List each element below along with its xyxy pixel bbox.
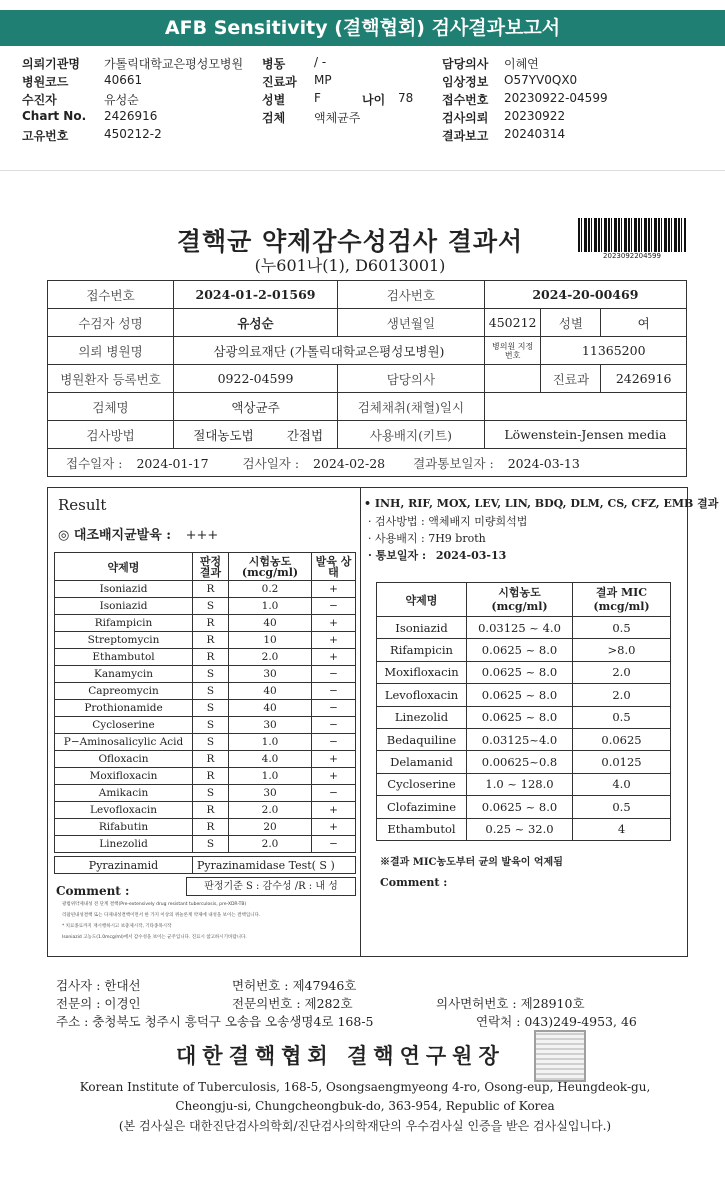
info-value: 이혜연 xyxy=(504,57,539,71)
cell: S xyxy=(193,683,229,700)
cell: 액상균주 xyxy=(174,393,338,421)
cell: R xyxy=(193,819,229,836)
dates-row xyxy=(48,449,687,477)
cell: S xyxy=(193,700,229,717)
info-value: 액체균주 xyxy=(314,111,361,125)
susceptibility-table xyxy=(54,552,356,853)
result-label: Result xyxy=(58,496,107,514)
patient-table xyxy=(47,280,687,477)
comment-label: Comment : xyxy=(56,884,130,898)
cell: Rifampicin xyxy=(55,615,193,632)
info-row xyxy=(0,127,680,145)
cell: + xyxy=(312,632,356,649)
info-key: 담당의사 xyxy=(442,57,489,71)
report-header: AFB Sensitivity (결핵협회) 검사결과보고서 xyxy=(0,10,725,46)
cell: 2.0 xyxy=(229,649,312,666)
receipt-date-label: 접수일자 : xyxy=(66,455,123,471)
cell: − xyxy=(312,785,356,802)
address-kr: 주소 : 충청북도 청주시 흥덕구 오송읍 오송생명4로 168-5 xyxy=(56,1014,374,1029)
cell: 2024-01-2-01569 xyxy=(174,281,338,309)
cell: 사용배지(키트) xyxy=(338,421,485,449)
note-line: 광범위약제내성 전 단계 결핵(Pre-extensively drug resistant tuberculosis, pre-XDR-TB) xyxy=(62,902,247,907)
cell: 여 xyxy=(601,309,687,337)
cell: S xyxy=(193,598,229,615)
cell: 0.0625 ~ 8.0 xyxy=(467,796,573,818)
cell: Rifampicin xyxy=(377,639,467,661)
cell: Capreomycin xyxy=(55,683,193,700)
table-row xyxy=(55,615,356,632)
table-row xyxy=(55,598,356,615)
notify-date-label: 결과통보일자 : xyxy=(413,455,494,471)
cell: Isoniazid xyxy=(55,581,193,598)
results-divider xyxy=(360,487,361,957)
table-row xyxy=(377,684,671,706)
cell: 4.0 xyxy=(229,751,312,768)
col-header: 약제명 xyxy=(377,583,467,617)
info-value: 450212-2 xyxy=(104,127,162,141)
cell: 0.0625 ~ 8.0 xyxy=(467,684,573,706)
cell: Ofloxacin xyxy=(55,751,193,768)
cell xyxy=(484,365,541,393)
info-key: 나이 xyxy=(362,93,386,107)
test-date: 2024-02-28 xyxy=(313,455,386,471)
cell: Clofazimine xyxy=(377,796,467,818)
table-row xyxy=(55,802,356,819)
col-header: 발육 상태 xyxy=(312,553,356,581)
table-row xyxy=(55,632,356,649)
cell: + xyxy=(312,768,356,785)
cell: S xyxy=(193,785,229,802)
info-value: 가톨릭대학교은평성모병원 xyxy=(104,57,244,71)
info-key: Chart No. xyxy=(22,109,87,123)
cell: 20 xyxy=(229,819,312,836)
cell: 30 xyxy=(229,666,312,683)
info-key: 성별 xyxy=(262,93,286,107)
table-row xyxy=(55,785,356,802)
institute-name: 대한결핵협회 결핵연구원장 xyxy=(176,1043,505,1068)
info-row xyxy=(0,91,680,109)
cell: 0.00625~0.8 xyxy=(467,751,573,773)
table-row xyxy=(55,700,356,717)
cell: 0.0625 ~ 8.0 xyxy=(467,661,573,683)
doc-subtitle: (누601나(1), D6013001) xyxy=(254,256,446,275)
cell: 0.2 xyxy=(229,581,312,598)
mic-note: ※결과 MIC농도부터 균의 발육이 억제됨 xyxy=(380,857,563,868)
cell: 40 xyxy=(229,700,312,717)
cell: 검체채취(채혈)일시 xyxy=(338,393,485,421)
note-line: Isoniazid 고농도(1.0mcg/ml)에서 감수성을 보이는 균주입니다. 진료시 참고하시기바랍니다. xyxy=(62,935,247,940)
info-value: / - xyxy=(314,55,327,69)
table-row xyxy=(55,836,356,853)
cell: P−Aminosalicylic Acid xyxy=(55,734,193,751)
cell: − xyxy=(312,683,356,700)
mic-header-line: • INH, RIF, MOX, LEV, LIN, BDQ, DLM, CS, CFZ, EMB 결과 xyxy=(364,497,719,510)
cell: 0.0125 xyxy=(573,751,671,773)
info-key: 의뢰기관명 xyxy=(22,57,80,71)
cell xyxy=(484,393,686,421)
cell: 2024-20-00469 xyxy=(484,281,686,309)
cell: 1.0 xyxy=(229,768,312,785)
mic-notify-label: · 통보일자 : xyxy=(368,549,427,562)
cell: Cycloserine xyxy=(377,773,467,795)
mic-notify xyxy=(368,547,506,563)
cell: − xyxy=(312,734,356,751)
cell: 4 xyxy=(573,818,671,840)
cell: R xyxy=(193,615,229,632)
table-row xyxy=(55,581,356,598)
table-row xyxy=(377,818,671,840)
cell: + xyxy=(312,802,356,819)
cell: 1.0 xyxy=(229,598,312,615)
cell: 성별 xyxy=(541,309,601,337)
col-header: 결과 MIC (mcg/ml) xyxy=(573,583,671,617)
cell: 0.5 xyxy=(573,617,671,639)
cell: + xyxy=(312,649,356,666)
cell: 병원환자 등록번호 xyxy=(48,365,174,393)
cell: Levofloxacin xyxy=(55,802,193,819)
cell: Levofloxacin xyxy=(377,684,467,706)
cell: Löwenstein-Jensen media xyxy=(484,421,686,449)
table-row xyxy=(377,639,671,661)
notify-date: 2024-03-13 xyxy=(507,455,580,471)
cell: R xyxy=(193,581,229,598)
cell: Bedaquiline xyxy=(377,728,467,750)
info-value: 20230922 xyxy=(504,109,566,123)
mic-notify-date: 2024-03-13 xyxy=(435,549,507,562)
cell: 10 xyxy=(229,632,312,649)
cell: + xyxy=(312,751,356,768)
culture-label: ◎ 대조배지균발육 : xyxy=(58,528,172,543)
cell: + xyxy=(312,581,356,598)
judgment-legend: 판정기준 S : 감수성 /R : 내 성 xyxy=(186,877,356,896)
info-value: 20230922-04599 xyxy=(504,91,608,105)
cell: − xyxy=(312,836,356,853)
cell: S xyxy=(193,836,229,853)
receipt-date: 2024-01-17 xyxy=(136,455,209,471)
table-row xyxy=(55,819,356,836)
cell: 2.0 xyxy=(229,802,312,819)
cell: S xyxy=(193,666,229,683)
col-header: 시험농도 (mcg/ml) xyxy=(467,583,573,617)
cell: 병의원 지정번호 xyxy=(484,337,541,365)
cell: Rifabutin xyxy=(55,819,193,836)
info-value: 20240314 xyxy=(504,127,566,141)
info-key: 병동 xyxy=(262,57,286,71)
address-en-1: Korean Institute of Tuberculosis, 168-5, Osongsaengmyeong 4-ro, Osong-eup, Heungdeok-gu, xyxy=(79,1080,651,1094)
table-row xyxy=(55,768,356,785)
official-seal xyxy=(534,1030,586,1082)
mic-method: · 검사방법 : 액체배지 미량희석법 xyxy=(368,515,528,528)
info-key: 접수번호 xyxy=(442,93,489,107)
cell: Moxifloxacin xyxy=(55,768,193,785)
mic-medium: · 사용배지 : 7H9 broth xyxy=(368,532,486,545)
cell: 2.0 xyxy=(573,684,671,706)
info-value: 2426916 xyxy=(104,109,158,123)
table-row xyxy=(55,734,356,751)
info-value: O57YV0QX0 xyxy=(504,73,578,87)
cell: 0.5 xyxy=(573,796,671,818)
table-row xyxy=(55,683,356,700)
barcode-number: 2023092204599 xyxy=(603,252,661,260)
cell: 0.03125~4.0 xyxy=(467,728,573,750)
cell: R xyxy=(193,649,229,666)
cell: 의뢰 병원명 xyxy=(48,337,174,365)
test-date-label: 검사일자 : xyxy=(242,455,300,471)
note-line: 리팜핀내성결핵 또는 다제내성결핵이면서 한 가지 이상의 퀴놀론계 약제에 내성을 보이는 결핵입니다. xyxy=(62,913,261,918)
cell: 간접법 xyxy=(273,421,338,449)
doctor-license: 의사면허번호 : 제28910호 xyxy=(436,996,585,1011)
cell: 0.5 xyxy=(573,706,671,728)
cell: S xyxy=(193,734,229,751)
info-value: 78 xyxy=(398,91,414,105)
info-key: 진료과 xyxy=(262,75,297,89)
cell: 유성순 xyxy=(174,309,338,337)
cell: Amikacin xyxy=(55,785,193,802)
cell: Delamanid xyxy=(377,751,467,773)
cell: Linezolid xyxy=(377,706,467,728)
cell: 검사방법 xyxy=(48,421,174,449)
culture-growth xyxy=(58,524,218,543)
cell: 0.03125 ~ 4.0 xyxy=(467,617,573,639)
license-number: 면허번호 : 제47946호 xyxy=(232,978,357,993)
table-row xyxy=(55,717,356,734)
cell: − xyxy=(312,666,356,683)
table-row xyxy=(377,773,671,795)
cell: Ethambutol xyxy=(377,818,467,840)
table-row xyxy=(377,661,671,683)
doc-title: 결핵균 약제감수성검사 결과서 xyxy=(176,227,524,256)
cell: Ethambutol xyxy=(55,649,193,666)
cell: 2.0 xyxy=(573,661,671,683)
cell: 0.0625 ~ 8.0 xyxy=(467,706,573,728)
info-key: 결과보고 xyxy=(442,129,489,143)
info-row xyxy=(0,109,680,127)
culture-value: +++ xyxy=(185,528,219,543)
info-key: 임상정보 xyxy=(442,75,489,89)
info-row xyxy=(0,55,680,73)
cell: S xyxy=(193,717,229,734)
cell: 11365200 xyxy=(541,337,687,365)
cell: 0.0625 xyxy=(573,728,671,750)
table-row xyxy=(55,649,356,666)
cell: 1.0 ~ 128.0 xyxy=(467,773,573,795)
cell: R xyxy=(193,751,229,768)
specialist-number: 전문의번호 : 제282호 xyxy=(232,996,353,1011)
mic-comment-label: Comment : xyxy=(380,876,448,889)
table-row xyxy=(377,796,671,818)
col-header: 시험농도 (mcg/ml) xyxy=(229,553,312,581)
pyrazinamid-row xyxy=(54,856,356,874)
table-row xyxy=(55,751,356,768)
address-en-2: Cheongju-si, Chungcheongbuk-do, 363-954, Republic of Korea xyxy=(175,1099,555,1113)
certification-note: (본 검사실은 대한진단검사의학회/진단검사의학재단의 우수검사실 인증을 받은 검사실입니다.) xyxy=(118,1119,612,1133)
examiner: 검사자 : 한대선 xyxy=(56,978,141,993)
cell: + xyxy=(312,615,356,632)
specialist: 전문의 : 이경인 xyxy=(56,996,141,1011)
cell: − xyxy=(312,700,356,717)
col-header: 판정 결과 xyxy=(193,553,229,581)
cell: 진료과 xyxy=(541,365,601,393)
col-header: 약제명 xyxy=(55,553,193,581)
cell: 2.0 xyxy=(229,836,312,853)
cell: Pyrazinamidase Test( S ) xyxy=(193,857,356,874)
cell: 0.0625 ~ 8.0 xyxy=(467,639,573,661)
cell: − xyxy=(312,598,356,615)
barcode xyxy=(578,218,686,252)
contact: 연락처 : 043)249-4953, 46 xyxy=(476,1014,637,1029)
cell: Streptomycin xyxy=(55,632,193,649)
cell: R xyxy=(193,768,229,785)
table-row xyxy=(377,706,671,728)
cell: Moxifloxacin xyxy=(377,661,467,683)
cell: >8.0 xyxy=(573,639,671,661)
cell: 검체명 xyxy=(48,393,174,421)
cell: 생년월일 xyxy=(338,309,485,337)
cell: 절대농도법 xyxy=(174,421,273,449)
cell: R xyxy=(193,632,229,649)
cell: 2426916 xyxy=(601,365,687,393)
info-value: MP xyxy=(314,73,332,87)
cell: 30 xyxy=(229,785,312,802)
cell: Isoniazid xyxy=(377,617,467,639)
cell: Pyrazinamid xyxy=(55,857,193,874)
cell: 삼광의료재단 (가톨릭대학교은평성모병원) xyxy=(174,337,485,365)
cell: 수검자 성명 xyxy=(48,309,174,337)
note-line: * 치료종료까지 재시행하시고 보충제시작, 기타종목시작 xyxy=(62,924,172,929)
table-row xyxy=(377,617,671,639)
cell: 40 xyxy=(229,615,312,632)
cell: Kanamycin xyxy=(55,666,193,683)
info-key: 병원코드 xyxy=(22,75,69,89)
cell: Prothionamide xyxy=(55,700,193,717)
cell: 450212 xyxy=(484,309,541,337)
cell: Cycloserine xyxy=(55,717,193,734)
cell: 접수번호 xyxy=(48,281,174,309)
cell: 4.0 xyxy=(573,773,671,795)
info-key: 고유번호 xyxy=(22,129,69,143)
info-key: 검체 xyxy=(262,111,286,125)
table-row xyxy=(377,728,671,750)
info-key: 수진자 xyxy=(22,93,57,107)
cell: − xyxy=(312,717,356,734)
mic-table xyxy=(376,582,671,841)
table-row xyxy=(377,751,671,773)
info-value: 40661 xyxy=(104,73,143,87)
table-row xyxy=(55,666,356,683)
cell: 0.25 ~ 32.0 xyxy=(467,818,573,840)
info-value: 유성순 xyxy=(104,93,139,107)
info-value: F xyxy=(314,91,321,105)
cell: Linezolid xyxy=(55,836,193,853)
info-row xyxy=(0,73,680,91)
cell: R xyxy=(193,802,229,819)
cell: 40 xyxy=(229,683,312,700)
cell: 담당의사 xyxy=(338,365,485,393)
cell: + xyxy=(312,819,356,836)
cell: 30 xyxy=(229,717,312,734)
info-key: 검사의뢰 xyxy=(442,111,489,125)
cell: 1.0 xyxy=(229,734,312,751)
cell: 검사번호 xyxy=(338,281,485,309)
cell: Isoniazid xyxy=(55,598,193,615)
cell: 0922-04599 xyxy=(174,365,338,393)
